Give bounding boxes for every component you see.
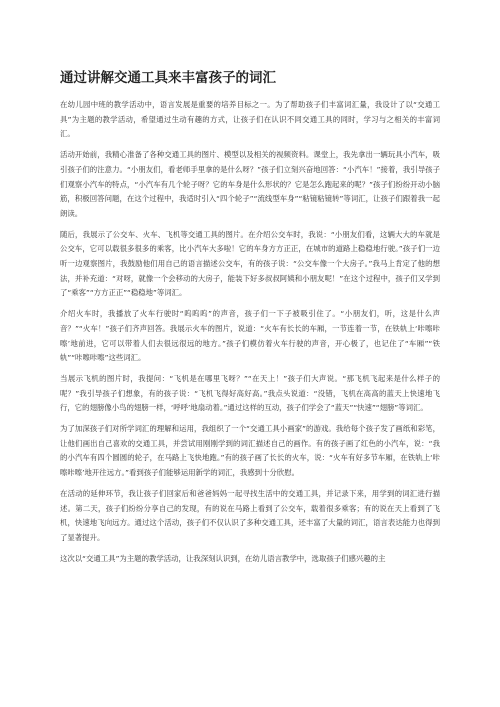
paragraph: 在活动的延伸环节，我让孩子们回家后和爸爸妈妈一起寻找生活中的交通工具，并记录下来，用学到的词汇进行描述。第二天，孩子们纷纷分享自己的发现，有的说在马路上看到了公交车，载着很多乘客；有的说在天上看到了飞机，快速地飞向远方。通过这个活动，孩子们不仅认识了多种交通工具，还丰富了大量的词汇，语言表达能力也得到了显著提升。 xyxy=(60,488,440,542)
document-title: 通过讲解交通工具来丰富孩子的词汇 xyxy=(60,70,276,86)
article-body xyxy=(60,98,440,572)
paragraph: 当展示飞机的图片时，我提问：“飞机是在哪里飞呀？”“在天上！”孩子们大声说。“那飞机飞起来是什么样子的呢？”我引导孩子们想象，有的孩子说：“飞机飞得好高好高。”我点头说道：“没错，飞机在高高的蓝天上快速地飞行，它的翅膀像小鸟的翅膀一样，‘呼呼’地扇动着。”通过这样的互动，孩子们学会了“蓝天”“快速”“翅膀”等词汇。 xyxy=(60,373,440,413)
paragraph: 活动开始前，我精心准备了各种交通工具的图片、模型以及相关的视频资料。课堂上，我先拿出一辆玩具小汽车，吸引孩子们的注意力。“小朋友们，看老师手里拿的是什么呀？”孩子们立刻兴奋地回答：“小汽车！”接着，我引导孩子们观察小汽车的特点，“小汽车有几个轮子呀？它的车身是什么形状的？它是怎么跑起来的呢？”孩子们纷纷开动小脑筋，积极回答问题，在这个过程中，我适时引入“四个轮子”“流线型车身”“粘镜粘镜转”等词汇，让孩子们跟着我一起朗读。 xyxy=(60,150,440,218)
paragraph: 随后，我展示了公交车、火车、飞机等交通工具的图片。在介绍公交车时，我说：“小朋友们看，这辆大大的车就是公交车，它可以载很多很多的乘客，比小汽车大多啦！它的车身方方正正，在城市的道路上稳稳地行驶。”孩子们一边听一边观察图片，我鼓励他们用自己的语言描述公交车，有的孩子说：“公交车像一个大房子。”我马上肯定了他的想法，并补充道：“对呀，就像一个会移动的大房子，能装下好多叔叔阿姨和小朋友呢！”在这个过程中，孩子们又学到了“乘客”“方方正正”“稳稳地”等词汇。 xyxy=(60,229,440,298)
paragraph: 这次以“交通工具”为主题的教学活动，让我深刻认识到，在幼儿语言教学中，选取孩子们感兴趣的主 xyxy=(60,553,386,563)
paragraph: 介绍火车时，我播放了火车行驶时“呜呜呜”的声音，孩子们一下子被吸引住了。“小朋友们，听，这是什么声音？”“火车！”孩子们齐声回答。我展示火车的图片，说道：“火车有长长的车厢，一节连着一节，在铁轨上‘咔嚓咔嚓’地前进，它可以带着人们去很远很远的地方。”孩子们模仿着火车行驶的声音，开心极了，也记住了“车厢”“铁轨”“咔嚓咔嚓”这些词汇。 xyxy=(60,309,440,363)
paragraph: 在幼儿园中班的教学活动中，语言发展是重要的培养目标之一。为了帮助孩子们丰富词汇量，我设计了以“交通工具”为主题的教学活动，希望通过生动有趣的方式，让孩子们在认识不同交通工具的同时，学习与之相关的丰富词汇。 xyxy=(60,100,440,139)
paragraph: 为了加深孩子们对所学词汇的理解和运用，我组织了一个“交通工具小画家”的游戏。我给每个孩子发了画纸和彩笔，让他们画出自己喜欢的交通工具，并尝试用刚刚学到的词汇描述自己的画作。有的孩子画了红色的小汽车，说：“我的小汽车有四个圆圆的轮子，在马路上飞快地跑。”有的孩子画了长长的火车，说：“火车有好多节车厢，在铁轨上‘咔嚓咔嚓’地开往远方。”看到孩子们能够运用新学的词汇，我感到十分欣慰。 xyxy=(60,424,440,478)
